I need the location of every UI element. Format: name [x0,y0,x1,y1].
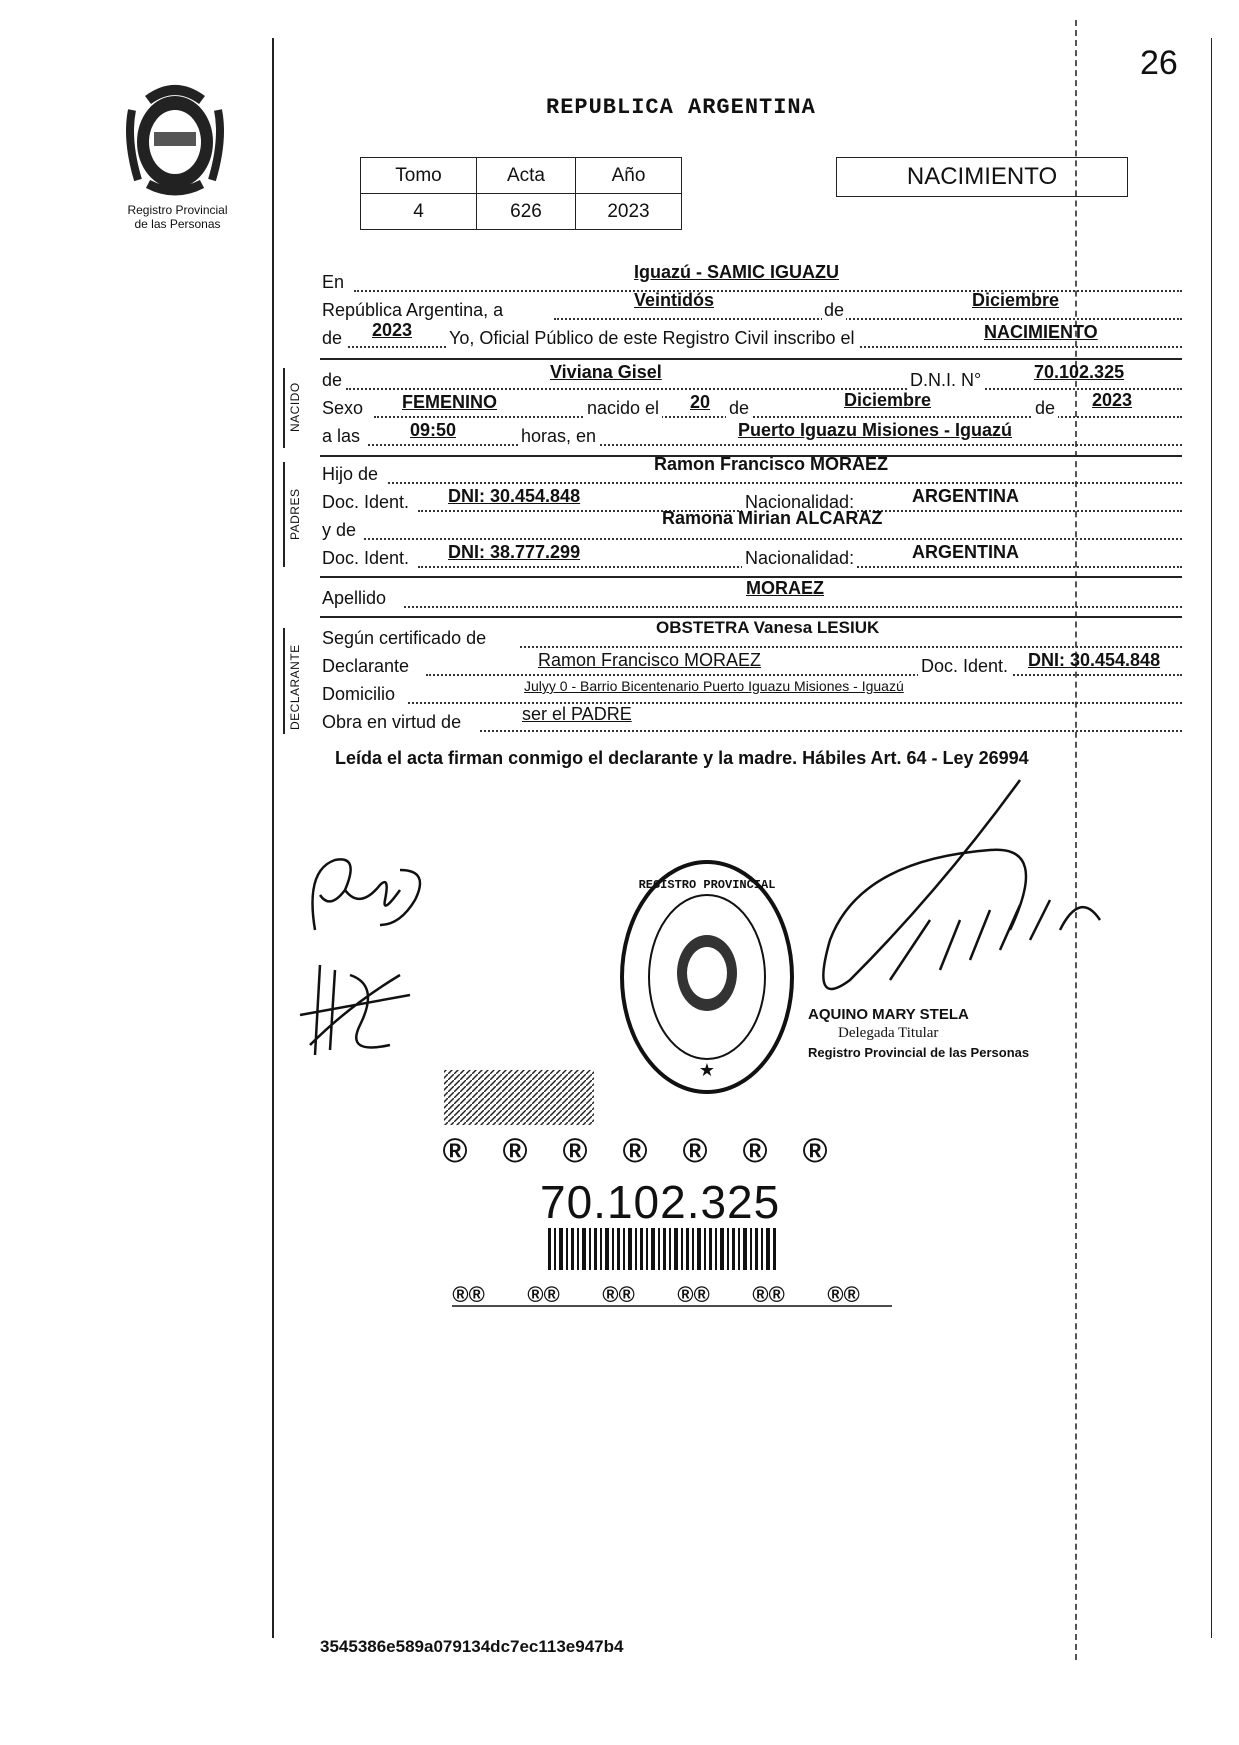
mother-doc-label: Doc. Ident. [322,548,410,568]
act-type-value: NACIMIENTO [984,322,1098,342]
domicilio-label: Domicilio [322,684,396,704]
republica-label: República Argentina, a [322,300,504,320]
svg-text:®®: ®® [602,1282,635,1307]
time-value: 09:50 [410,420,457,440]
page-title: REPUBLICA ARGENTINA [546,95,816,120]
official-signature-icon [790,770,1110,1010]
record-table-value-row [361,194,682,230]
child-name-value: Viviana Gisel [550,362,662,382]
month-value: Diciembre [972,290,1060,310]
header-acta: Acta [477,158,576,194]
official-org: Registro Provincial de las Personas [808,1045,1030,1060]
mother-doc-value: DNI: 38.777.299 [448,542,581,562]
svg-text:®®: ®® [752,1282,785,1307]
alas-label: a las [322,426,361,446]
svg-text:®®: ®® [452,1282,485,1307]
value-acta: 626 [477,194,576,230]
father-nat-value: ARGENTINA [912,486,1019,506]
registry-label-line1: Registro Provincial [127,203,228,217]
mother-nat-value: ARGENTINA [912,542,1019,562]
de2-label: de [322,328,343,348]
mother-nat-label: Nacionalidad: [742,544,857,572]
header-tomo: Tomo [361,158,477,194]
declarante-label: DECLARANTE [288,644,302,730]
svg-text:®: ® [742,1132,768,1170]
apellido-line [322,578,1182,612]
svg-text:®: ® [682,1132,708,1170]
nacido-de-label: de [322,370,343,390]
father-doc-value: DNI: 30.454.848 [448,486,581,506]
declarante-name-value: Ramon Francisco MORAEZ [538,650,762,670]
reading-note: Leída el acta firman conmigo el declarante y la madre. Hábiles Art. 64 - Ley 26994 [335,748,1029,768]
day-words-value: Veintidós [634,290,715,310]
child-dni-value: 70.102.325 [1034,362,1125,382]
place-value: Iguazú - SAMIC IGUAZU [634,262,839,282]
value-tomo: 4 [361,194,477,230]
sexo-label: Sexo [322,398,364,418]
registry-label [105,203,250,231]
svg-text:®: ® [622,1132,648,1170]
padres-label: PADRES [288,488,302,540]
svg-text:®: ® [442,1132,468,1170]
declarante-line-4 [322,704,1182,736]
official-name: AQUINO MARY STELA [808,1006,969,1023]
header-anio: Año [576,158,682,194]
reason-value: ser el PADRE [522,704,632,724]
de-label: de [822,296,846,324]
security-pattern-icon [442,1062,862,1172]
mother-signature-icon [290,945,430,1065]
barcode-number: 70.102.325 [540,1176,781,1228]
birth-de2-label: de [1032,394,1058,422]
birth-place-value: Puerto Iguazu Misiones - Iguazú [738,420,1013,440]
yde-label: y de [322,520,357,540]
value-anio: 2023 [576,194,682,230]
apellido-value: MORAEZ [746,578,824,598]
svg-text:REGISTRO PROVINCIAL: REGISTRO PROVINCIAL [638,878,776,892]
horas-label: horas, en [518,422,599,450]
record-table-header-row [361,158,682,194]
declarante-line-3 [322,680,1182,708]
obra-label: Obra en virtud de [322,712,462,732]
barcode-icon [548,1228,778,1270]
document-type: NACIMIENTO [836,157,1128,197]
svg-text:®: ® [802,1132,828,1170]
domicilio-value: Julyy 0 - Barrio Bicentenario Puerto Iguazu Misiones - Iguazú [524,678,904,694]
year-value: 2023 [372,320,413,340]
birth-month-value: Diciembre [844,390,932,410]
mother-name-value: Ramona Mirian ALCARAZ [662,508,883,528]
left-margin-line [272,38,274,1638]
svg-text:★: ★ [698,1060,716,1080]
father-name-value: Ramon Francisco MORAEZ [654,454,889,474]
official-stamp-icon [618,858,796,1096]
dni-label: D.N.I. N° [908,366,983,394]
apellido-label: Apellido [322,588,387,608]
province-emblem-icon [118,80,233,200]
intro-line-3 [322,320,1182,352]
cert-value: OBSTETRA Vanesa LESIUK [656,618,880,637]
page-number: 26 [1140,44,1178,82]
padres-line-4 [322,544,1182,572]
svg-text:®: ® [502,1132,528,1170]
svg-text:®®: ®® [827,1282,860,1307]
birth-de-label: de [726,394,752,422]
declarante-doc-label: Doc. Ident. [918,652,1011,680]
nacido-label: NACIDO [288,382,302,432]
declarante-doc-value: DNI: 30.454.848 [1028,650,1161,670]
cert-label: Según certificado de [322,628,487,648]
declarant-signature-icon [290,840,440,940]
birth-day-value: 20 [690,392,711,412]
declarante-name-label: Declarante [322,656,410,676]
birth-year-value: 2023 [1092,390,1133,410]
nacido-line-3 [322,422,1182,450]
nacido-el-label: nacido el [584,394,662,422]
security-strip-bottom-icon [452,1280,900,1308]
father-doc-label: Doc. Ident. [322,492,410,512]
en-label: En [322,272,345,292]
hijo-label: Hijo de [322,464,379,484]
svg-text:®®: ®® [677,1282,710,1307]
svg-text:®®: ®® [527,1282,560,1307]
document-hash: 3545386e589a079134dc7ec113e947b4 [320,1637,624,1656]
svg-text:®: ® [562,1132,588,1170]
right-margin-line [1211,38,1212,1638]
record-table [360,157,682,230]
father-nat-label: Nacionalidad: [742,488,857,516]
official-signature-block [808,1005,1029,1062]
registry-label-line2: de las Personas [134,217,221,231]
official-role: Delegada Titular [838,1025,939,1041]
inscribo-label: Yo, Oficial Público de este Registro Civil inscribo el [446,324,858,352]
sex-value: FEMENINO [402,392,498,412]
